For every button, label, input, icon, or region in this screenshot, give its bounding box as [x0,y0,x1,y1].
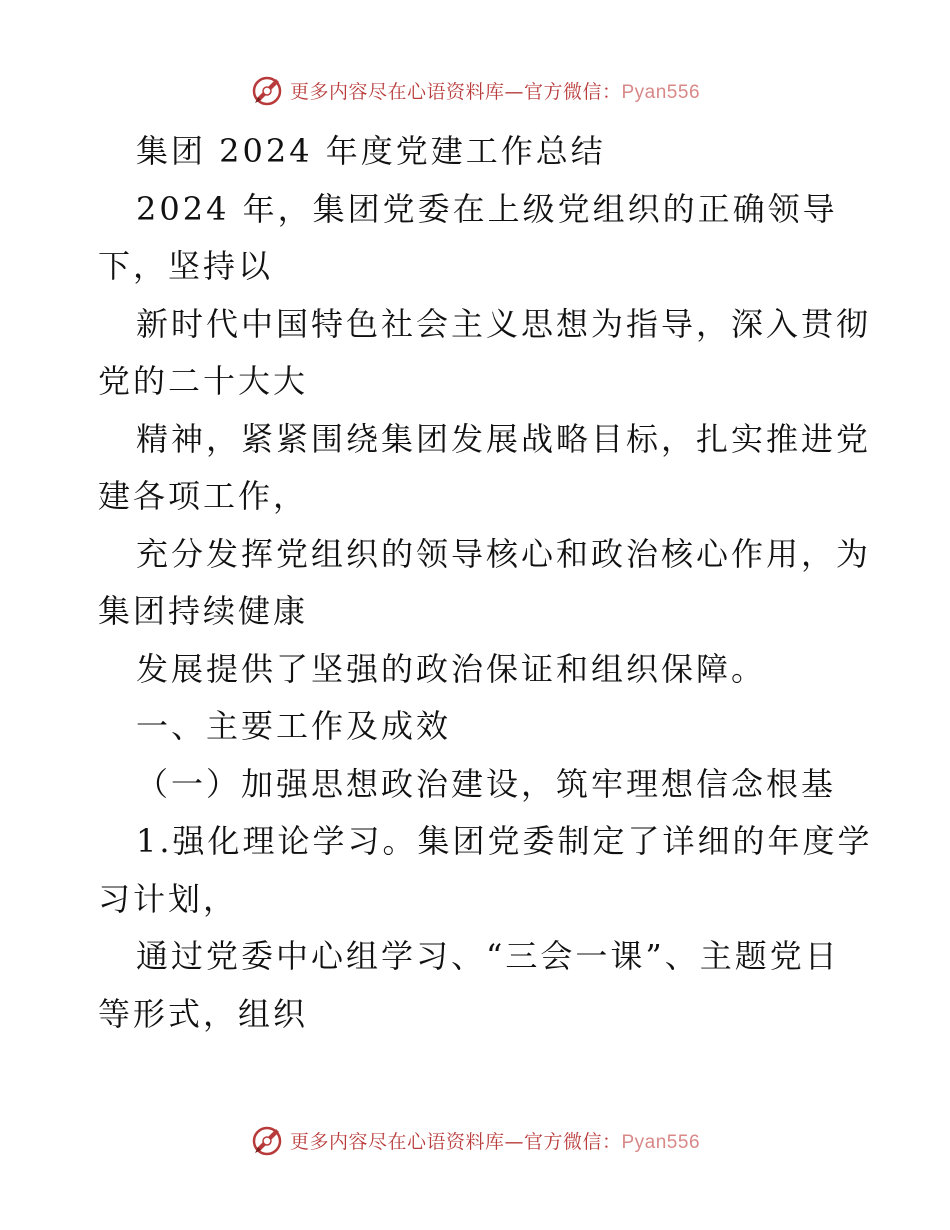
watermark-cn-text: 更多内容尽在心语资料库—官方微信： [289,80,622,103]
watermark-footer [0,1120,950,1160]
document-title: 集团 2024 年度党建工作总结 [136,132,606,170]
document-body [98,123,873,1043]
paragraph-line: 精神，紧紧围绕集团发展战略目标，扎实推进党 [136,419,872,458]
watermark-handle: Pyan556 [621,81,701,103]
paragraph-line: 新时代中国特色社会主义思想为指导，深入贯彻 [136,304,872,343]
watermark-handle: Pyan556 [621,1131,701,1153]
paragraph-line: 通过党委中心组学习、“三会一课”、主题党日 [136,937,840,975]
watermark-cn-text: 更多内容尽在心语资料库—官方微信： [289,1130,622,1153]
paragraph-line: 2024 年，集团党委在上级党组织的正确领导 [136,189,838,228]
paragraph-line: 党的二十大大 [98,362,309,400]
watermark-header [0,70,950,110]
paragraph-line: 充分发挥党组织的领导核心和政治核心作用，为 [136,534,872,573]
paragraph-line: 下，坚持以 [98,247,274,285]
paragraph-line: 建各项工作， [98,477,309,515]
subsection-heading: （一）加强思想政治建设，筑牢理想信念根基 [136,764,837,803]
watermark-text [290,77,700,104]
watermark-text [290,1127,700,1154]
paragraph-line: 发展提供了坚强的政治保证和组织保障。 [136,649,767,688]
section-heading: 一、主要工作及成效 [136,707,452,745]
paragraph-line: 习计划， [98,879,239,918]
paragraph-line: 等形式，组织 [98,994,309,1033]
quill-pen-logo-icon [250,73,284,107]
quill-pen-logo-icon [250,1123,284,1157]
paragraph-line: 集团持续健康 [98,592,309,630]
paragraph-line: 1.强化理论学习。集团党委制定了详细的年度学 [136,822,873,860]
